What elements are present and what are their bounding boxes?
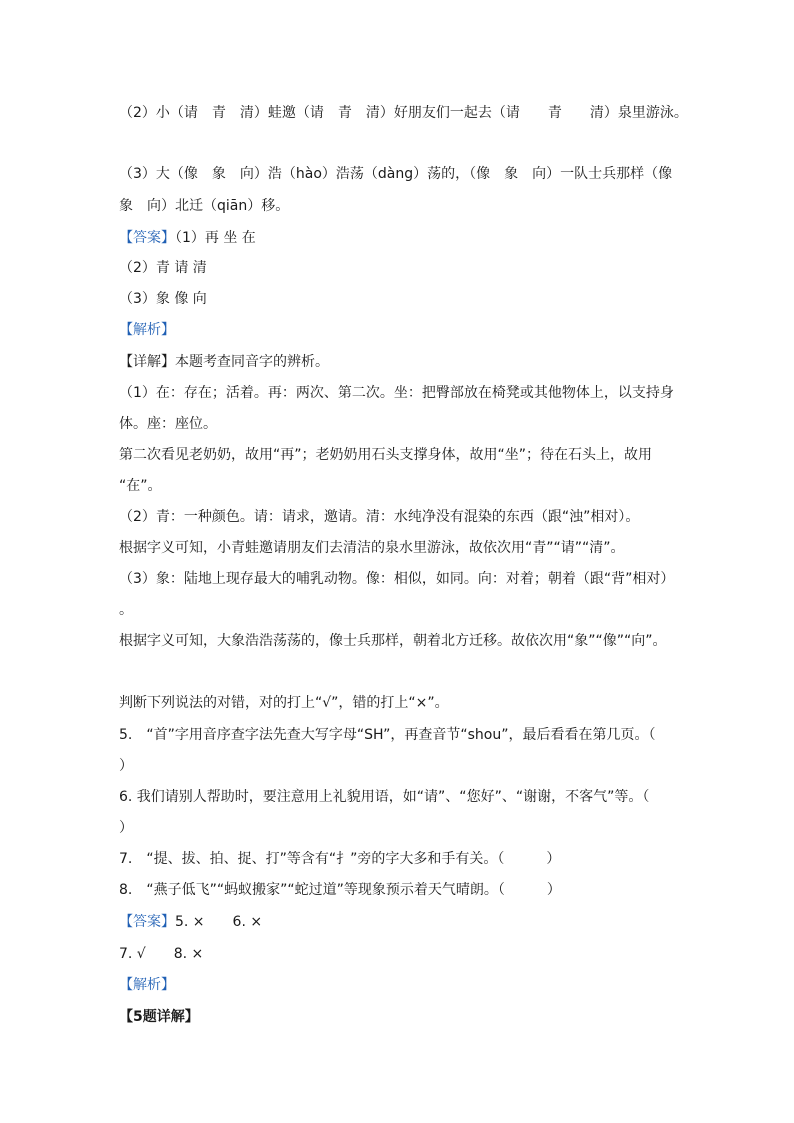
- detail-1-line3: 第二次看见老奶奶，故用“再”；老奶奶用石头支撑身体，故用“坐”；待在石头上，故用: [119, 447, 653, 463]
- detail-3-line1: （3）象：陆地上现存最大的哺乳动物。像：相似，如同。向：对着；朝着（跟“背”相对）: [119, 571, 675, 587]
- answers-7-8: 7. √ 8. ×: [119, 946, 204, 962]
- question-5-detail-label: 【5题详解】: [119, 1009, 199, 1025]
- detail-intro-row: [119, 352, 689, 372]
- analysis-label: 【解析】: [119, 322, 175, 338]
- question-5-line2: ）: [119, 758, 133, 774]
- detail-label: 【详解】: [119, 354, 175, 370]
- answer-label-2: 【答案】: [119, 914, 175, 930]
- question-3-text-line2: 象 向）北迁（qiān）移。: [119, 198, 290, 214]
- detail-3-line3: 根据字义可知，大象浩浩荡荡的，像士兵那样，朝着北方迁移。故依次用“象”“像”“向”。: [119, 633, 667, 649]
- answer-1: （1）再 坐 在: [175, 230, 256, 246]
- answer-1-row: [119, 228, 689, 248]
- detail-2-line1: （2）青：一种颜色。请：请求，邀请。清：水纯净没有混染的东西（跟“浊”相对）。: [119, 509, 640, 525]
- detail-3-line2: 。: [119, 602, 133, 618]
- detail-1-line1: （1）在：存在；活着。再：两次、第二次。坐：把臀部放在椅凳或其他物体上，以支持身: [119, 385, 674, 401]
- detail-1-line4: “在”。: [119, 478, 162, 494]
- question-5-line1: 5. “首”字用音序查字法先查大写字母“SH”，再查音节“shou”，最后看看在第几页。（: [119, 727, 656, 743]
- detail-2-line2: 根据字义可知，小青蛙邀请朋友们去清洁的泉水里游泳，故依次用“青”“请”“清”。: [119, 540, 625, 556]
- answer-2: （2）青 请 清: [119, 260, 207, 276]
- question-2-text: （2）小（请 青 清）蛙邀（请 青 清）好朋友们一起去（请 青 清）泉里游泳。: [119, 105, 688, 121]
- question-3-text-line1: （3）大（像 象 向）浩（hào）浩荡（dàng）荡的，（像 象 向）一队士兵那样（像: [119, 166, 673, 182]
- question-8: 8. “燕子低飞”“蚂蚁搬家”“蛇过道”等现象预示着天气晴朗。（ ）: [119, 882, 561, 898]
- question-6-line2: ）: [119, 820, 133, 836]
- answers-5-6: 5. × 6. ×: [175, 914, 263, 930]
- analysis-label-2: 【解析】: [119, 977, 175, 993]
- judge-instructions: 判断下列说法的对错，对的打上“√”，错的打上“×”。: [119, 695, 449, 711]
- detail-intro: 本题考查同音字的辨析。: [175, 354, 329, 370]
- answer-label: 【答案】: [119, 230, 175, 246]
- answer-3: （3）象 像 向: [119, 291, 207, 307]
- answers-5-6-row: [119, 912, 689, 932]
- question-6-line1: 6. 我们请别人帮助时，要注意用上礼貌用语，如“请”、“您好”、“谢谢，不客气”等。（: [119, 789, 650, 805]
- question-7: 7. “提、拔、拍、捉、打”等含有“扌”旁的字大多和手有关。（ ）: [119, 851, 561, 867]
- detail-1-line2: 体。座：座位。: [119, 416, 217, 432]
